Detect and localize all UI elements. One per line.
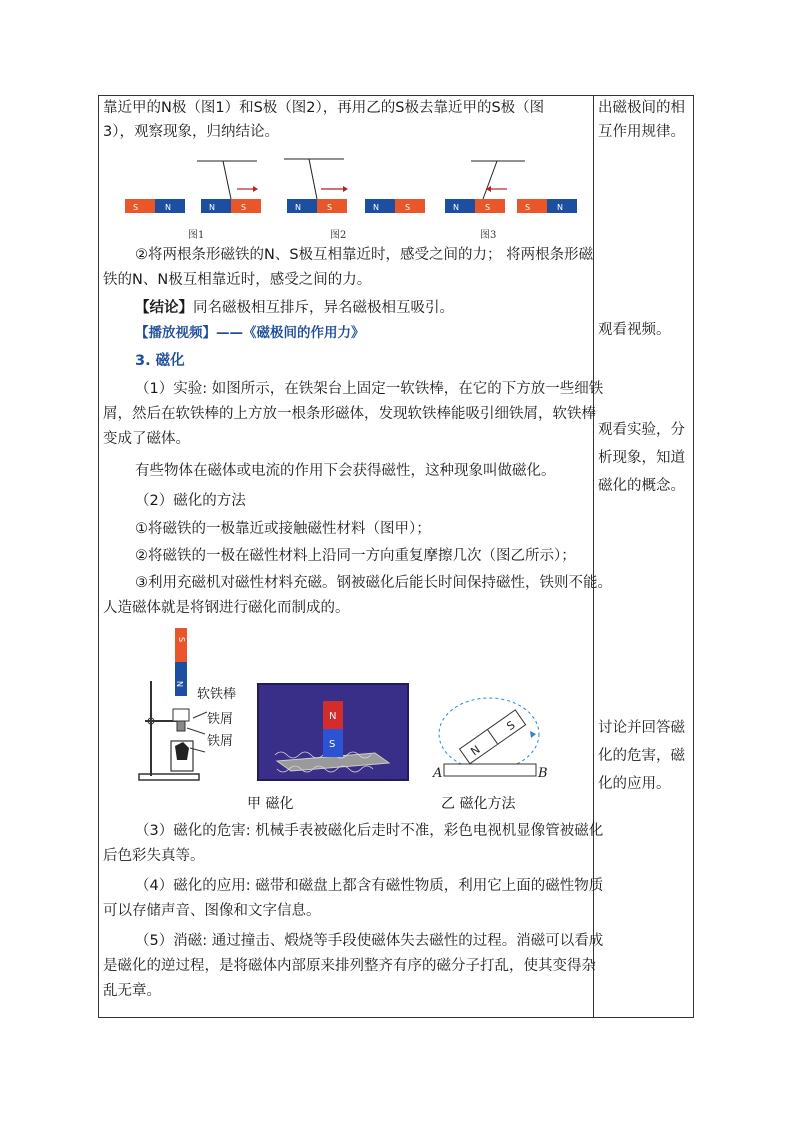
figure-caption: 图3 bbox=[480, 230, 497, 241]
side-note: 化的危害，磁 bbox=[598, 748, 685, 764]
svg-text:N: N bbox=[209, 203, 215, 212]
label-soft-iron: 软铁棒 bbox=[197, 687, 237, 702]
magnet-s-label: S bbox=[133, 203, 139, 212]
para-line: 是磁化的逆过程，是将磁体内部原来排列整齐有序的磁分子打乱，使其变得杂 bbox=[103, 958, 596, 974]
figure-caption-jia: 甲 磁化 bbox=[247, 796, 294, 812]
svg-text:S: S bbox=[327, 203, 333, 212]
para-line: 后色彩失真等。 bbox=[103, 848, 205, 864]
figure-caption: 图2 bbox=[330, 230, 347, 241]
method-title: （2）磁化的方法 bbox=[135, 493, 246, 509]
magnet-n-label: N bbox=[468, 742, 483, 759]
side-note: 磁化的概念。 bbox=[598, 478, 685, 494]
para-line: 靠近甲的N极（图1）和S极（图2），再用乙的S极去靠近甲的S极（图 bbox=[103, 100, 545, 116]
side-note: 化的应用。 bbox=[598, 776, 671, 792]
svg-text:N: N bbox=[557, 203, 563, 212]
method-item: ③利用充磁机对磁性材料充磁。钢被磁化后能长时间保持磁性，铁则不能。 bbox=[135, 575, 612, 591]
conclusion-tag: 【结论】 bbox=[135, 300, 193, 316]
side-note: 观看视频。 bbox=[598, 322, 671, 338]
para-line: （5）消磁: 通过撞击、煅烧等手段使磁体失去磁性的过程。消磁可以看成 bbox=[135, 933, 604, 949]
magnet-s-label: S bbox=[329, 739, 336, 750]
svg-text:S: S bbox=[241, 203, 247, 212]
video-link: 【播放视频】——《磁极间的作用力》 bbox=[135, 325, 365, 341]
magnet-n-label: N bbox=[165, 203, 171, 212]
para-line: （4）磁化的应用: 磁带和磁盘上都含有磁性物质，利用它上面的磁性物质 bbox=[135, 878, 604, 894]
method-item: ①将磁铁的一极靠近或接触磁性材料（图甲）； bbox=[135, 521, 431, 537]
para-line: 变成了磁体。 bbox=[103, 431, 190, 447]
label-a: A bbox=[433, 766, 443, 781]
side-note: 讨论并回答磁 bbox=[598, 720, 685, 736]
magnetization-photo bbox=[257, 683, 409, 781]
label-filings: 铁屑 bbox=[207, 734, 234, 749]
svg-text:N: N bbox=[453, 203, 459, 212]
figure-caption-yi: 乙 磁化方法 bbox=[441, 796, 516, 812]
figure-2 bbox=[284, 159, 425, 213]
figure-1 bbox=[125, 161, 261, 213]
conclusion bbox=[135, 296, 454, 320]
magnet-n-label: N bbox=[329, 711, 337, 722]
conclusion-text: 同名磁极相互排斥，异名磁极相互吸引。 bbox=[193, 300, 454, 316]
svg-text:S: S bbox=[525, 203, 531, 212]
svg-text:N: N bbox=[295, 203, 301, 212]
magnet-s-label: S bbox=[504, 718, 518, 734]
figure-3 bbox=[445, 161, 577, 213]
label-b: B bbox=[538, 766, 548, 781]
figure-caption: 图1 bbox=[188, 230, 205, 241]
para-line: 屑，然后在软铁棒的上方放一根条形磁体，发现软铁棒能吸引细铁屑，软铁棒 bbox=[103, 406, 596, 422]
para-line: 人造磁体就是将钢进行磁化而制成的。 bbox=[103, 600, 350, 616]
section-title: 3. 磁化 bbox=[135, 353, 185, 369]
svg-text:S: S bbox=[405, 203, 411, 212]
definition: 有些物体在磁体或电流的作用下会获得磁性，这种现象叫做磁化。 bbox=[135, 463, 556, 479]
side-note: 析现象，知道 bbox=[598, 450, 685, 466]
method-item: ②将磁铁的一极在磁性材料上沿同一方向重复摩擦几次（图乙所示）； bbox=[135, 548, 576, 564]
side-note: 出磁极间的相 bbox=[598, 100, 685, 116]
svg-text:N: N bbox=[175, 681, 184, 687]
para-line: 乱无章。 bbox=[103, 983, 161, 999]
lesson-table bbox=[98, 95, 694, 1018]
para-line: 3），观察现象，归纳结论。 bbox=[103, 124, 279, 140]
para-line: 铁的N、N极互相靠近时，感受之间的力。 bbox=[103, 272, 372, 288]
side-note: 观看实验，分 bbox=[598, 422, 685, 438]
svg-text:S: S bbox=[485, 203, 491, 212]
rubbing-method-figure bbox=[434, 696, 554, 778]
svg-text:N: N bbox=[373, 203, 379, 212]
svg-text:S: S bbox=[177, 637, 186, 643]
para-line: （1）实验: 如图所示，在铁架台上固定一软铁棒，在它的下方放一些细铁 bbox=[135, 381, 604, 397]
para-line: ②将两根条形磁铁的N、S极互相靠近时，感受之间的力； 将两根条形磁 bbox=[135, 247, 594, 263]
label-filings: 铁屑 bbox=[207, 712, 234, 727]
para-line: （3）磁化的危害: 机械手表被磁化后走时不准，彩色电视机显像管被磁化 bbox=[135, 823, 604, 839]
side-note: 互作用规律。 bbox=[598, 124, 685, 140]
para-line: 可以存储声音、图像和文字信息。 bbox=[103, 903, 321, 919]
